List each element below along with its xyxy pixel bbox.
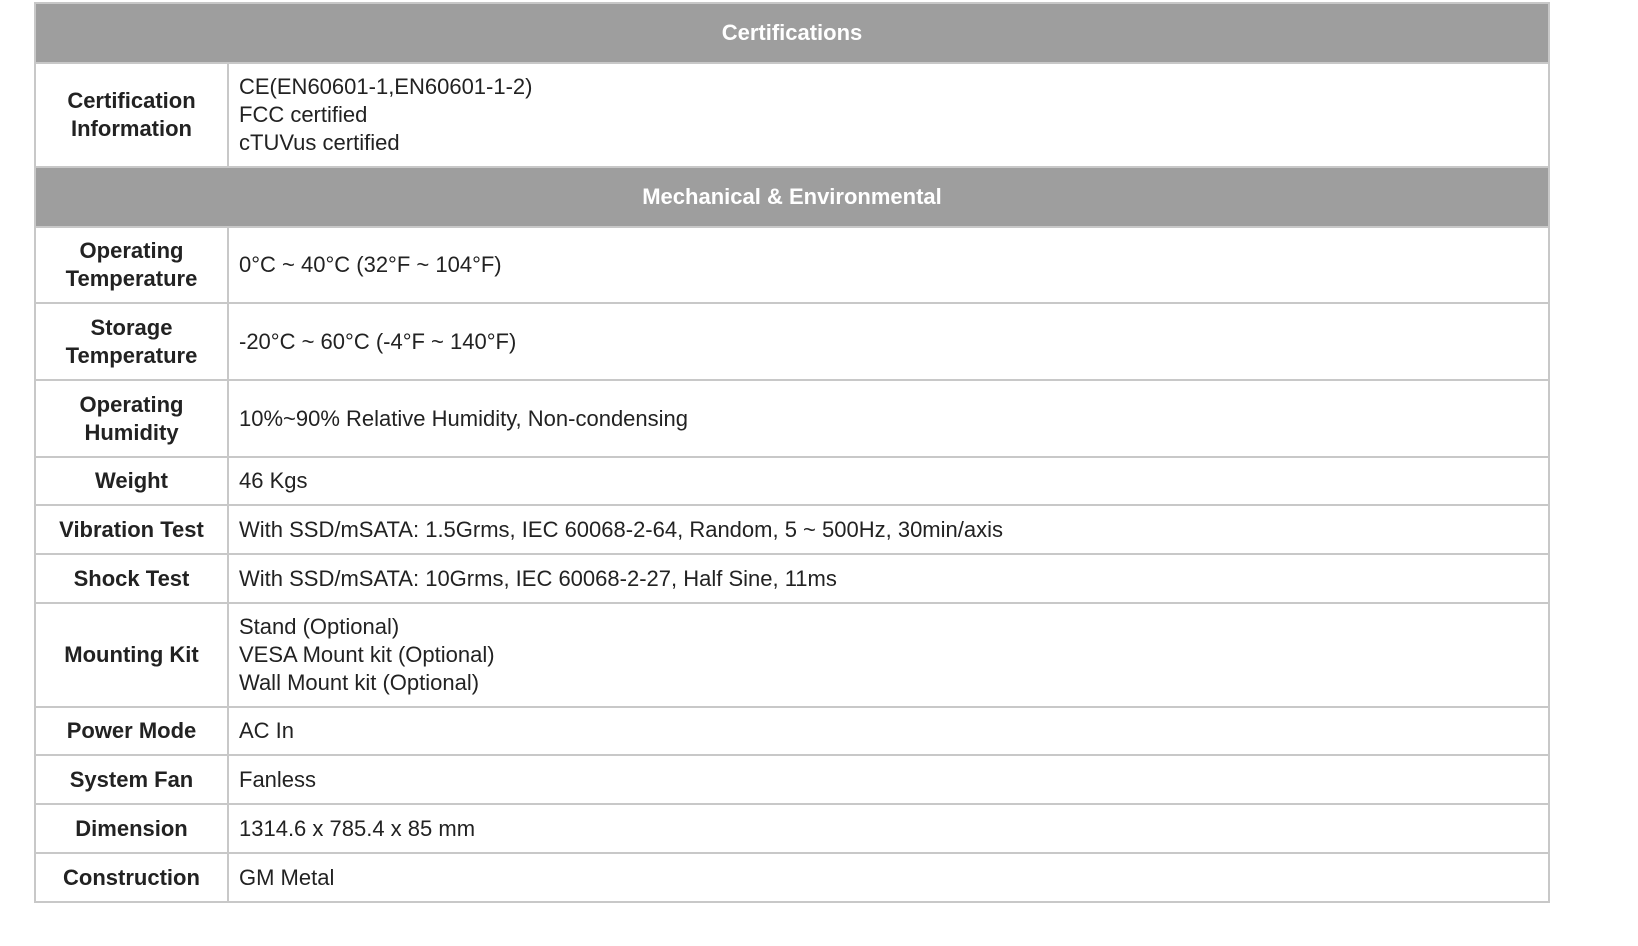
row-label — [35, 603, 228, 707]
row-label-line: Operating — [79, 238, 184, 263]
row-label-line: Humidity — [84, 419, 179, 445]
row-value-line: GM Metal — [239, 864, 335, 890]
section-title-certifications: Certifications — [35, 3, 1549, 63]
row-label — [35, 227, 228, 303]
row-label — [35, 457, 228, 505]
spec-row-certification-information — [35, 63, 1549, 167]
row-value — [228, 457, 1549, 505]
row-value-line: CE(EN60601-1,EN60601-1-2) — [239, 74, 533, 99]
row-label — [35, 505, 228, 554]
spec-row-shock-test — [35, 554, 1549, 603]
spec-table — [34, 2, 1550, 903]
row-value-line: cTUVus certified — [239, 130, 400, 155]
row-value — [228, 380, 1549, 457]
row-value-line: 46 Kgs — [239, 468, 308, 493]
spec-row-weight — [35, 457, 1549, 505]
spec-row-vibration-test — [35, 505, 1549, 554]
row-value-line: With SSD/mSATA: 1.5Grms, IEC 60068-2-64, Random, 5 ~ 500Hz, 30min/axis — [239, 516, 1003, 542]
row-label — [35, 63, 228, 167]
row-value-line: VESA Mount kit (Optional) — [239, 642, 495, 667]
row-label — [35, 707, 228, 755]
row-value-line: 0°C ~ 40°C (32°F ~ 104°F) — [239, 252, 502, 277]
row-label-line: Shock Test — [73, 565, 190, 591]
row-label-line: Temperature — [65, 266, 198, 291]
row-value — [228, 853, 1549, 902]
spec-row-storage-temperature — [35, 303, 1549, 380]
row-value — [228, 554, 1549, 603]
row-label — [35, 755, 228, 804]
row-label-line: Vibration Test — [59, 516, 204, 542]
row-label-line: System Fan — [69, 766, 194, 792]
row-label-line: Temperature — [65, 342, 198, 368]
row-label-line: Dimension — [75, 815, 188, 841]
row-label — [35, 380, 228, 457]
spec-row-dimension — [35, 804, 1549, 853]
section-title-mechanical-environmental: Mechanical & Environmental — [35, 167, 1549, 227]
row-value — [228, 707, 1549, 755]
spec-row-operating-temperature — [35, 227, 1549, 303]
row-value — [228, 227, 1549, 303]
row-value — [228, 303, 1549, 380]
section-header-certifications — [35, 3, 1549, 63]
spec-row-system-fan — [35, 755, 1549, 804]
row-label — [35, 554, 228, 603]
spec-row-power-mode — [35, 707, 1549, 755]
row-value-line: AC In — [239, 718, 295, 743]
spec-row-construction — [35, 853, 1549, 902]
row-label — [35, 853, 228, 902]
row-value — [228, 63, 1549, 167]
row-value — [228, 505, 1549, 554]
row-value-line: Fanless — [239, 766, 317, 792]
spec-row-operating-humidity — [35, 380, 1549, 457]
row-value-line: 10%~90% Relative Humidity, Non-condensing — [239, 405, 689, 431]
row-label-line: Power Mode — [66, 718, 197, 743]
row-value-line: Stand (Optional) — [239, 614, 400, 639]
row-value — [228, 603, 1549, 707]
row-value-line: FCC certified — [239, 102, 368, 127]
row-label — [35, 804, 228, 853]
spec-table-container — [34, 2, 1548, 903]
row-value-line: With SSD/mSATA: 10Grms, IEC 60068-2-27, Half Sine, 11ms — [239, 565, 837, 591]
row-value-line: -20°C ~ 60°C (-4°F ~ 140°F) — [239, 328, 517, 354]
row-label — [35, 303, 228, 380]
row-label-line: Operating — [79, 391, 184, 417]
row-label-line: Certification — [67, 88, 196, 113]
row-label-line: Weight — [95, 468, 168, 493]
row-value — [228, 804, 1549, 853]
section-header-mechanical-environmental — [35, 167, 1549, 227]
row-label-line: Storage — [90, 314, 173, 340]
row-label-line: Construction — [63, 864, 200, 890]
spec-row-mounting-kit — [35, 603, 1549, 707]
row-label-line: Mounting Kit — [64, 642, 199, 667]
row-label-line: Information — [71, 116, 192, 141]
row-value — [228, 755, 1549, 804]
row-value-line: 1314.6 x 785.4 x 85 mm — [239, 815, 476, 841]
row-value-line: Wall Mount kit (Optional) — [239, 670, 480, 695]
